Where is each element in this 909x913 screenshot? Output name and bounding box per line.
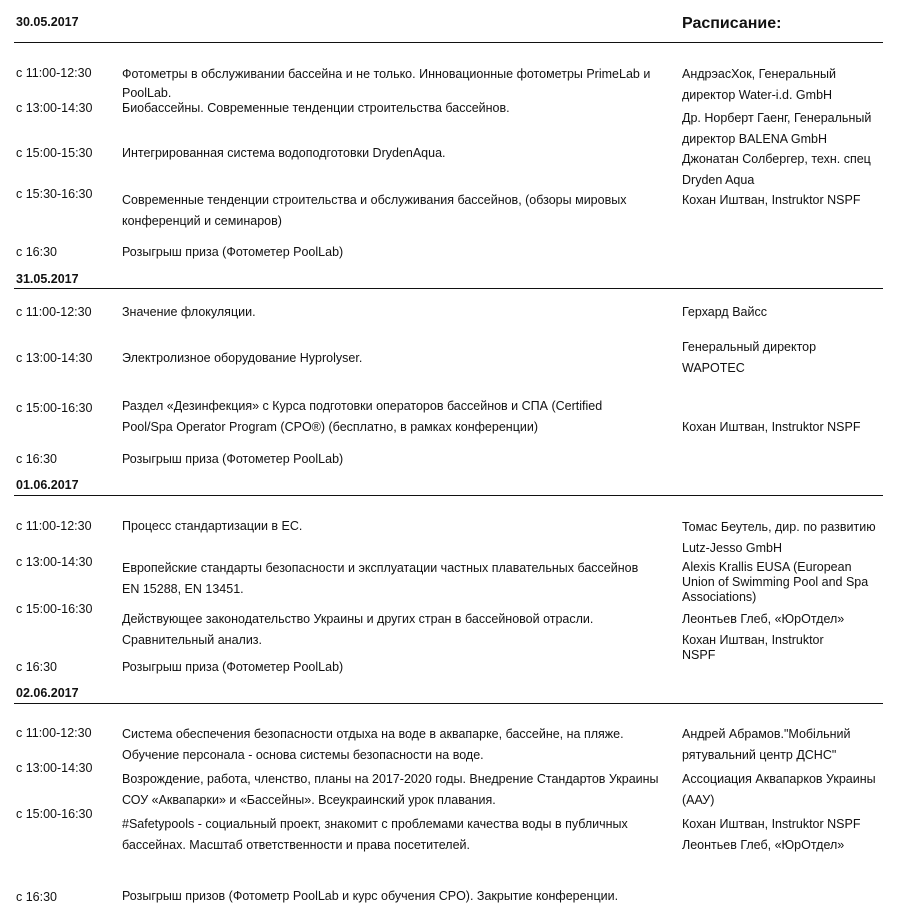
time-slot: с 15:00-16:30 xyxy=(16,401,93,415)
speaker-line: рятувальний центр ДСНС" xyxy=(682,748,837,762)
topic-line: Европейские стандарты безопасности и эксплуатации частных плавательных бассейнов xyxy=(122,561,639,575)
time-slot: с 16:30 xyxy=(16,452,58,466)
topic-line: EN 15288, EN 13451. xyxy=(122,582,244,596)
time-slot: с 16:30 xyxy=(16,660,58,674)
time-slot: с 16:30 xyxy=(16,890,58,904)
topic-line: конференций и семинаров) xyxy=(122,214,282,228)
speaker-line: (ААУ) xyxy=(682,793,715,807)
speaker-line: Union of Swimming Pool and Spa xyxy=(682,575,869,589)
speaker-line: директор Water-i.d. GmbH xyxy=(682,88,833,102)
speaker-line: Генеральный директор xyxy=(682,340,817,354)
speaker-line: Кохан Иштван, Instruktor NSPF xyxy=(682,420,861,434)
speaker-line: Томас Беутель, дир. по развитию xyxy=(682,520,876,534)
topic-line: Электролизное оборудование Hyprolyser. xyxy=(122,351,363,365)
divider xyxy=(14,42,883,43)
topic-line: Система обеспечения безопасности отдыха на воде в аквапарке, бассейне, на пляже. xyxy=(122,727,624,741)
divider xyxy=(14,495,883,496)
speaker-line: NSPF xyxy=(682,648,716,662)
time-slot: с 13:00-14:30 xyxy=(16,555,93,569)
topic-line: Раздел «Дезинфекция» с Курса подготовки операторов бассейнов и СПА (Certified xyxy=(122,399,603,413)
speaker-line: Lutz-Jesso GmbH xyxy=(682,541,783,555)
topic-line: Pool/Spa Operator Program (CPO®) (бесплатно, в рамках конференции) xyxy=(122,420,538,434)
divider xyxy=(14,288,883,289)
time-slot: с 13:00-14:30 xyxy=(16,761,93,775)
topic-line: Сравнительный анализ. xyxy=(122,633,263,647)
time-slot: с 11:00-12:30 xyxy=(16,66,92,80)
topic-line: бассейнах. Масштаб ответственности и права посетителей. xyxy=(122,838,470,852)
time-slot: с 11:00-12:30 xyxy=(16,519,92,533)
speaker-line: Леонтьев Глеб, «ЮрОтдел» xyxy=(682,838,845,852)
time-slot: с 13:00-14:30 xyxy=(16,101,93,115)
topic-line: Современные тенденции строительства и обслуживания бассейнов, (обзоры мировых xyxy=(122,193,627,207)
topic-line: Возрождение, работа, членство, планы на 2017-2020 годы. Внедрение Стандартов Украины xyxy=(122,772,659,786)
time-slot: с 15:00-15:30 xyxy=(16,146,93,160)
time-slot: с 11:00-12:30 xyxy=(16,305,92,319)
speaker-line: Alexis Krallis EUSA (European xyxy=(682,560,852,574)
topic-line: Розыгрыш приза (Фотометер PoolLab) xyxy=(122,452,344,466)
time-slot: с 15:00-16:30 xyxy=(16,807,93,821)
topic-line: Розыгрыш приза (Фотометер PoolLab) xyxy=(122,660,344,674)
topic-line: Интегрированная система водоподготовки DrydenAqua. xyxy=(122,146,446,160)
time-slot: с 15:30-16:30 xyxy=(16,187,93,201)
speaker-line: Джонатан Солбергер, техн. спец xyxy=(682,152,871,166)
topic-line: Розыгрыш призов (Фотометр PoolLab и курс обучения CPO). Закрытие конференции. xyxy=(122,889,619,903)
speaker-line: АндрэасХок, Генеральный xyxy=(682,67,836,81)
speaker-line: WAPOTEC xyxy=(682,361,745,375)
day-date: 02.06.2017 xyxy=(16,686,79,700)
day-date: 01.06.2017 xyxy=(16,478,79,492)
topic-line: Обучение персонала - основа системы безопасности на воде. xyxy=(122,748,484,762)
topic-line: Фотометры в обслуживании бассейна и не только. Инновационные фотометры PrimeLab и xyxy=(122,67,651,81)
speaker-line: Др. Норберт Гаенг, Генеральный xyxy=(682,111,872,125)
schedule-heading: Расписание: xyxy=(682,15,782,32)
speaker-line: Кохан Иштван, Instruktor NSPF xyxy=(682,817,861,831)
speaker-line: Ассоциация Аквапарков Украины xyxy=(682,772,876,786)
time-slot: с 16:30 xyxy=(16,245,58,259)
topic-line: Биобассейны. Современные тенденции строительства бассейнов. xyxy=(122,101,510,115)
speaker-line: Андрей Абрамов."Мобільний xyxy=(682,727,851,741)
time-slot: с 13:00-14:30 xyxy=(16,351,93,365)
topic-line: Розыгрыш приза (Фотометер PoolLab) xyxy=(122,245,344,259)
divider xyxy=(14,703,883,704)
day-date: 30.05.2017 xyxy=(16,15,79,29)
speaker-line: Dryden Aqua xyxy=(682,173,755,187)
topic-line: Значение флокуляции. xyxy=(122,305,256,319)
speaker-line: Герхард Вайсс xyxy=(682,305,767,319)
speaker-line: директор BALENA GmbH xyxy=(682,132,827,146)
speaker-line: Associations) xyxy=(682,590,757,604)
time-slot: с 11:00-12:30 xyxy=(16,726,92,740)
speaker-line: Кохан Иштван, Instruktor xyxy=(682,633,824,647)
topic-line: Процесс стандартизации в ЕС. xyxy=(122,519,303,533)
topic-line: PoolLab. xyxy=(122,86,172,100)
topic-line: #Safetypools - социальный проект, знакомит с проблемами качества воды в публичных xyxy=(122,817,628,831)
speaker-line: Кохан Иштван, Instruktor NSPF xyxy=(682,193,861,207)
day-date: 31.05.2017 xyxy=(16,272,79,286)
time-slot: с 15:00-16:30 xyxy=(16,602,93,616)
speaker-line: Леонтьев Глеб, «ЮрОтдел» xyxy=(682,612,845,626)
topic-line: СОУ «Аквапарки» и «Бассейны». Всеукраинский урок плавания. xyxy=(122,793,496,807)
topic-line: Действующее законодательство Украины и других стран в бассейновой отрасли. xyxy=(122,612,594,626)
